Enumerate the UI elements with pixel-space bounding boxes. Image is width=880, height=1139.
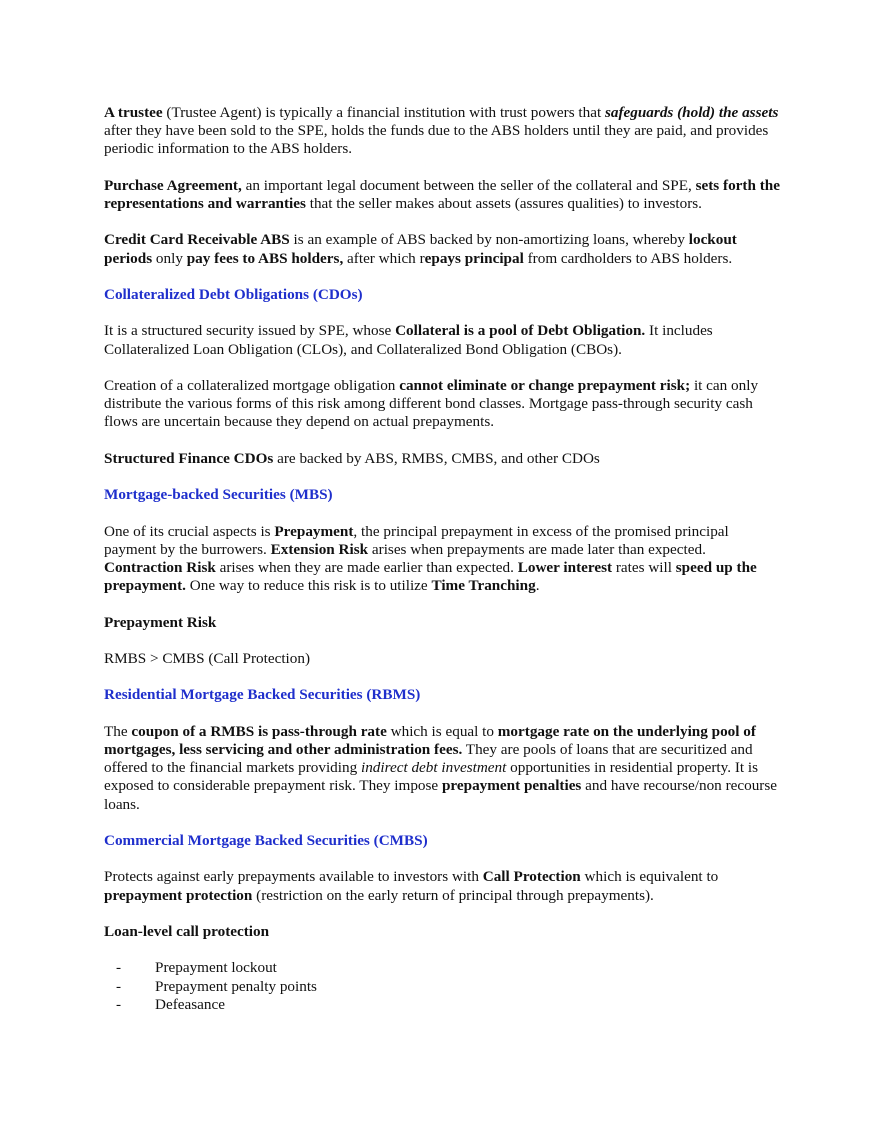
emphasis-text: sets forth the representations and warranties <box>104 176 780 212</box>
emphasis-text: Extension Risk <box>270 540 369 558</box>
heading-mbs: Mortgage-backed Securities (MBS) <box>104 486 333 504</box>
text-span: , the principal prepayment in excess of the promised principal payment by the burrowers. <box>104 522 729 558</box>
text-span: only <box>152 249 187 267</box>
emphasis-text: Prepayment <box>274 522 354 540</box>
emphasis-text: lockout periods <box>104 231 737 267</box>
text-span: an important legal document between the seller of the collateral and SPE, <box>241 176 696 194</box>
emphasis-text: pay fees to ABS holders, <box>186 249 344 267</box>
emphasis-text: epays principal <box>424 249 524 267</box>
emphasis-text: Contraction Risk <box>104 558 216 576</box>
list-dash: - <box>116 959 122 977</box>
heading-rbms: Residential Mortgage Backed Securities (RBMS) <box>104 686 421 704</box>
emphasis-text: prepayment protection <box>104 886 253 904</box>
text-span: rates will <box>612 558 676 576</box>
emphasis-text: speed up the prepayment. <box>104 558 757 595</box>
paragraph-cmo-prepayment <box>104 377 784 432</box>
text-span: after they have been sold to the SPE, holds the funds due to the ABS holders until they are paid, and provides periodic information to the ABS holders. <box>104 122 769 158</box>
call-protection-list <box>104 959 784 1014</box>
emphasis-text: cannot eliminate or change prepayment risk; <box>399 376 691 394</box>
list-item <box>104 959 784 977</box>
text-span: Creation of a collateralized mortgage obligation <box>104 376 400 394</box>
heading-cmbs: Commercial Mortgage Backed Securities (CMBS) <box>104 831 428 849</box>
text-span: arises when prepayments are made later than expected. <box>368 540 706 558</box>
text-span: It includes Collateralized Loan Obligation (CLOs), and Collateralized Bond Obligation (CBOs). <box>104 322 713 358</box>
emphasis-text: Lower interest <box>517 558 613 576</box>
emphasis-text: Call Protection <box>482 868 581 886</box>
text-span: which is equivalent to <box>580 868 719 886</box>
text-span: They are pools of loans that are securitized and offered to the financial markets providing <box>104 740 753 777</box>
text-span: which is equal to <box>386 722 498 740</box>
paragraph-rmbs-vs-cmbs: RMBS > CMBS (Call Protection) <box>104 649 311 667</box>
text-span: (Trustee Agent) is typically a financial institution with trust powers that <box>162 104 605 121</box>
text-span: Protects against early prepayments available to investors with <box>104 868 483 886</box>
list-item-text: Prepayment penalty points <box>155 977 317 995</box>
paragraph-trustee <box>104 104 784 159</box>
italic-text: indirect debt investment <box>360 759 507 777</box>
text-span: it can only distribute the various forms of this risk among different bond classes. Mortgage pass-through security cash flows are uncertain because they depend on actual prepayments. <box>104 376 759 431</box>
text-span: arises when they are made earlier than expected. <box>215 558 518 576</box>
paragraph-mbs-prepayment <box>104 523 784 596</box>
text-span: after which r <box>343 249 425 267</box>
list-item <box>104 996 784 1014</box>
text-span: One of its crucial aspects is <box>104 522 275 540</box>
heading-prepayment-risk: Prepayment Risk <box>104 613 217 631</box>
text-span: and have recourse/non recourse loans. <box>104 777 778 813</box>
list-item <box>104 978 784 996</box>
text-span: is an example of ABS backed by non-amortizing loans, whereby <box>289 231 689 249</box>
paragraph-structured-finance-cdos <box>104 450 784 468</box>
paragraph-credit-card-abs <box>104 231 784 267</box>
paragraph-rbms <box>104 723 784 814</box>
text-span: The <box>104 722 132 740</box>
text-span: are backed by ABS, RMBS, CMBS, and other CDOs <box>273 449 600 467</box>
paragraph-purchase-agreement <box>104 177 784 213</box>
text-span: from cardholders to ABS holders. <box>523 249 733 267</box>
text-span: opportunities in residential property. It is exposed to considerable prepayment risk. They impose <box>104 759 759 795</box>
heading-cdos: Collateralized Debt Obligations (CDOs) <box>104 285 363 303</box>
emphasis-text: Collateral is a pool of Debt Obligation. <box>395 322 646 340</box>
emphasis-text: Time Tranching <box>431 577 536 595</box>
term-credit-card-abs: Credit Card Receivable ABS <box>104 231 290 249</box>
list-item-text: Prepayment lockout <box>155 959 277 977</box>
paragraph-cmbs <box>104 868 784 904</box>
heading-loan-level-call-protection: Loan-level call protection <box>104 922 270 940</box>
paragraph-cdo-definition <box>104 322 784 358</box>
list-dash: - <box>116 995 122 1013</box>
emphasis-text: coupon of a RMBS is pass-through rate <box>131 722 387 740</box>
list-dash: - <box>116 977 122 995</box>
text-span: that the seller makes about assets (assures qualities) to investors. <box>305 195 702 212</box>
emphasis-text: Structured Finance CDOs <box>104 449 274 467</box>
document-page <box>104 104 784 1014</box>
emphasis-text: prepayment penalties <box>441 777 582 795</box>
emphasis-safeguards: safeguards (hold) the assets <box>604 104 779 121</box>
text-span: One way to reduce this risk is to utilize <box>185 577 432 595</box>
text-span: It is a structured security issued by SPE, whose <box>104 322 396 340</box>
text-span: (restriction on the early return of principal through prepayments). <box>252 886 654 904</box>
list-item-text: Defeasance <box>155 995 225 1013</box>
term-purchase-agreement: Purchase Agreement, <box>104 176 242 194</box>
term-trustee: A trustee <box>104 104 163 121</box>
emphasis-text: mortgage rate on the underlying pool of mortgages, less servicing and other administration fees. <box>104 722 756 758</box>
text-span: . <box>535 577 540 595</box>
